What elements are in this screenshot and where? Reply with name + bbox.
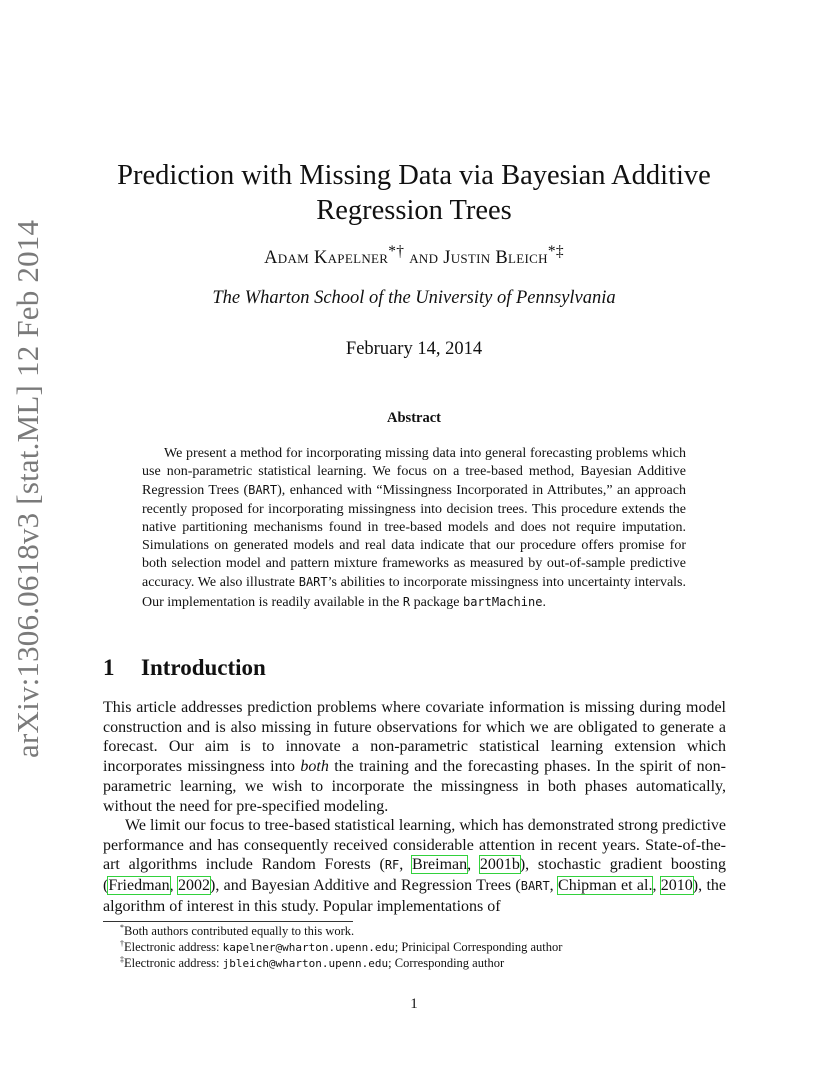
- citation-link[interactable]: 2010: [660, 877, 693, 895]
- title-line-2: Regression Trees: [316, 195, 512, 226]
- paper-title: [90, 158, 738, 228]
- emphasis-text: both: [300, 758, 329, 776]
- section-heading: [103, 655, 266, 681]
- paragraph-text: We limit our focus to tree-based statistical learning, which has demonstrated strong predictive performance and has consequently received considerable attention in recent years. State-of-the-art algorithms include Random Forests (: [103, 817, 726, 874]
- footnote-3: [120, 956, 504, 971]
- paragraph-text: ), and Bayesian Additive and Regression Trees (: [210, 877, 521, 895]
- paragraph-text: ,: [652, 877, 661, 895]
- affiliation: The Wharton School of the University of Pennsylvania: [212, 288, 616, 308]
- email-address: jbleich@wharton.upenn.edu: [222, 957, 389, 970]
- page-number: 1: [410, 996, 418, 1012]
- footnote-mark: *: [120, 922, 124, 932]
- abstract-heading: Abstract: [387, 410, 441, 426]
- inline-code: BART: [520, 879, 550, 894]
- abstract-code: BART: [298, 575, 328, 590]
- citation-link[interactable]: Chipman et al.: [558, 877, 653, 895]
- footnote-text: ; Corresponding author: [388, 956, 505, 970]
- section-number: 1: [103, 655, 115, 680]
- abstract-body: [142, 445, 686, 612]
- author-list: [90, 242, 738, 269]
- arxiv-sidebar-stamp: arXiv:1306.0618v3 [stat.ML] 12 Feb 2014: [10, 219, 45, 758]
- author-2: Justin Bleich: [443, 248, 548, 268]
- paragraph-text: ), stochastic gradient boosting (: [103, 856, 726, 895]
- author-1-marks: *†: [388, 242, 405, 260]
- citation-link[interactable]: 2002: [178, 877, 210, 895]
- intro-paragraph-2: [103, 816, 726, 917]
- footnote-mark: ‡: [120, 954, 124, 964]
- footnote-text: Electronic address:: [124, 940, 223, 954]
- citation-link[interactable]: Breiman: [412, 856, 468, 874]
- abstract-code: bartMachine: [462, 594, 543, 609]
- footnote-2: [120, 940, 562, 955]
- footnote-mark: †: [120, 938, 124, 948]
- section-title: Introduction: [141, 655, 266, 680]
- author-conjunction: and: [409, 248, 439, 268]
- email-address: kapelner@wharton.upenn.edu: [222, 941, 395, 954]
- footnote-text: Electronic address:: [124, 956, 223, 970]
- abstract-text: .: [542, 594, 546, 610]
- footnote-rule: [103, 921, 353, 922]
- paragraph-text: ,: [169, 877, 178, 895]
- abstract-text: ’s abilities to incorporate missingness into uncertainty intervals. Our implementation is readily available in the: [142, 575, 686, 610]
- publication-date: February 14, 2014: [345, 339, 483, 359]
- author-2-marks: *‡: [547, 242, 564, 260]
- author-1: Adam Kapelner: [264, 248, 389, 268]
- intro-paragraph-1: [103, 698, 726, 816]
- citation-link[interactable]: 2001b: [479, 856, 520, 874]
- paragraph-text: ,: [399, 856, 413, 874]
- inline-code: RF: [384, 858, 400, 873]
- abstract-text: ), enhanced with “Missingness Incorporated in Attributes,” an approach recently proposed for incorporating missingness into decision trees. This procedure extends the native partitioning mechanisms found in tree-based models and does not require imputation. Simulations on generated models and real data indicate that our procedure offers promise for both selection model and pattern mixture frameworks as measured by out-of-sample predictive accuracy. We also illustrate: [142, 483, 686, 591]
- paragraph-text: ), the algorithm of interest in this study. Popular implementations of: [103, 877, 727, 915]
- title-line-1: Prediction with Missing Data via Bayesian Additive: [117, 160, 711, 191]
- abstract-code: R: [402, 594, 411, 609]
- paragraph-text: the training and the forecasting phases. In the spirit of non-parametric learning, we wish to incorporate the missingness in both phases automatically, without the need for pre-specified modeling.: [103, 758, 727, 815]
- abstract-text: We present a method for incorporating missing data into general forecasting problems which use non-parametric statistical learning. We focus on a tree-based method, Bayesian Additive Regression Trees (: [142, 446, 686, 499]
- paragraph-text: This article addresses prediction problems where covariate information is missing during model construction and is also missing in future observations for which we are obligated to generate a forecast. Our aim is to innovate a non-parametric statistical learning extension which incorporates missingness into: [103, 699, 726, 776]
- paragraph-text: ,: [549, 877, 559, 895]
- citation-link[interactable]: Friedman: [108, 877, 170, 895]
- footnote-text: ; Prinicipal Corresponding author: [394, 940, 563, 954]
- footnote-text: Both authors contributed equally to this work.: [124, 924, 355, 938]
- footnote-1: [120, 924, 354, 939]
- paragraph-text: ,: [467, 856, 480, 874]
- abstract-code: BART: [248, 483, 278, 498]
- abstract-text: package: [410, 594, 463, 610]
